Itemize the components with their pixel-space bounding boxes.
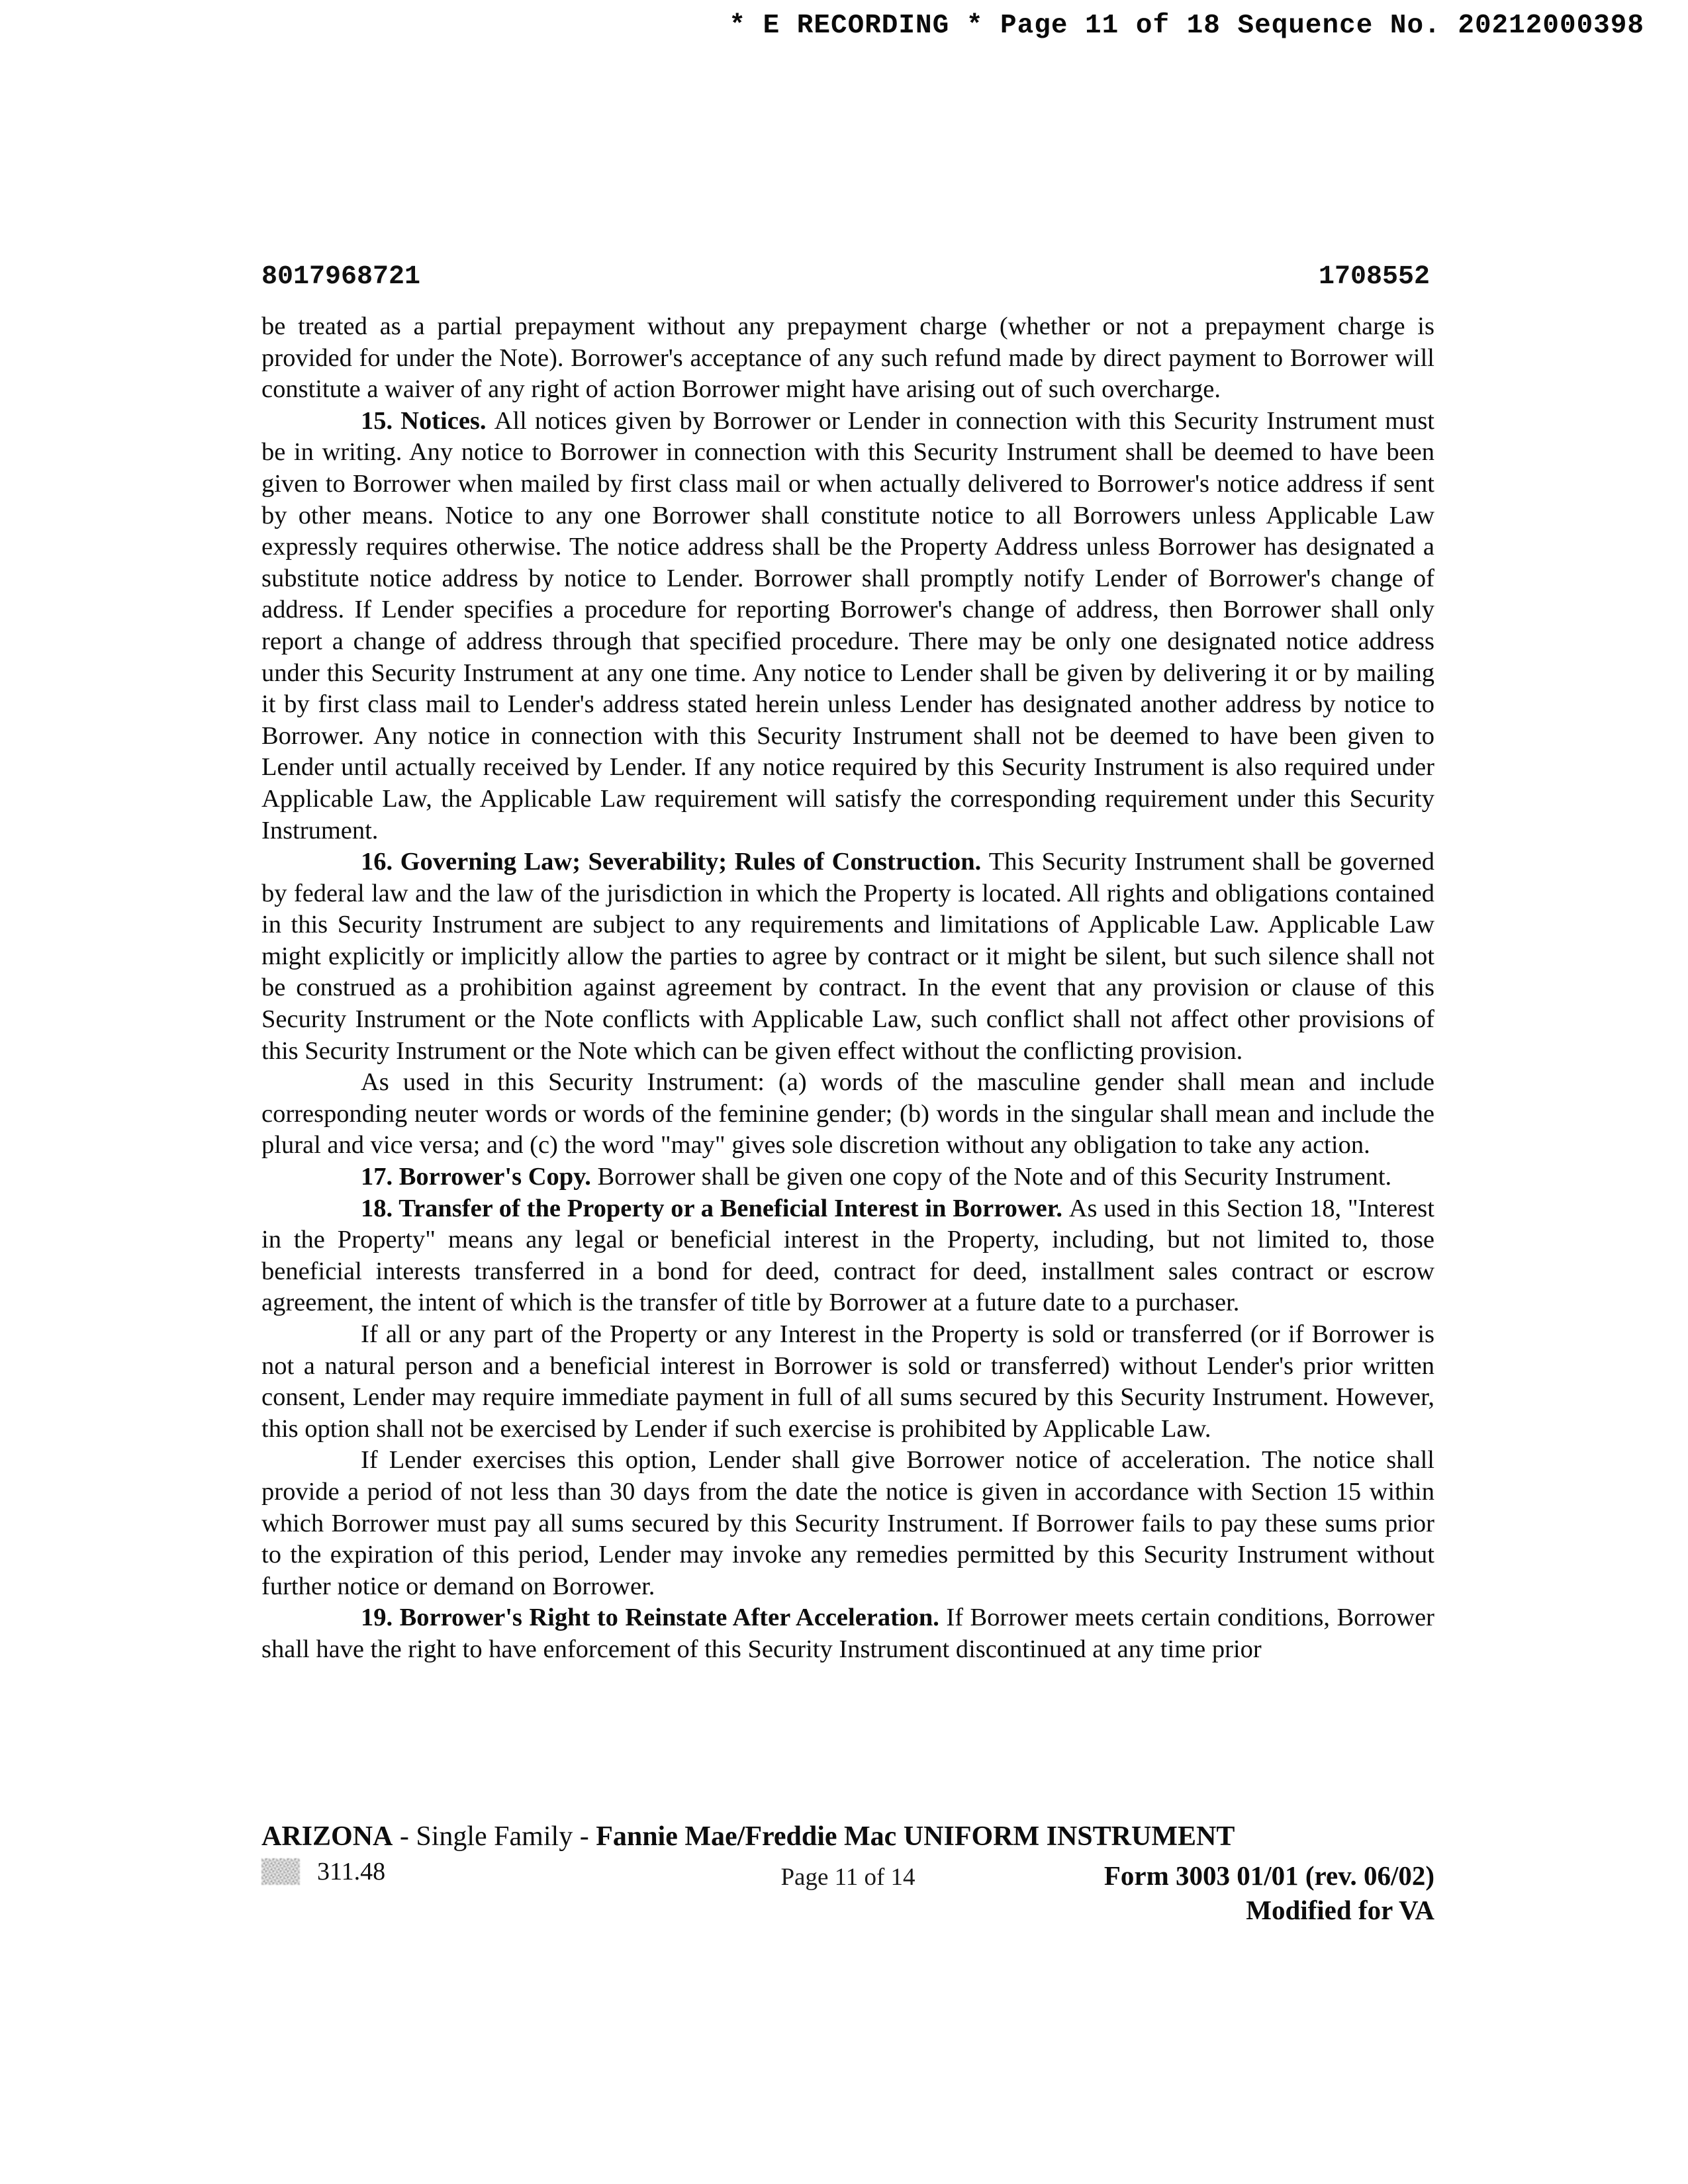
- section-heading: 19. Borrower's Right to Reinstate After Acceleration.: [361, 1604, 947, 1632]
- page-footer: [261, 1820, 1434, 1926]
- section-heading: 17. Borrower's Copy.: [361, 1163, 598, 1191]
- section-paragraph: 16. Governing Law; Severability; Rules of Construction. This Security Instrument shall be governed by federal law and the law of the jurisdiction in which the Property is located. All rights and obligations contained in this Security Instrument are subject to any requirements and limitations of Applicable Law. Applicable Law might explicitly or implicitly allow the parties to agree by contract or it might be silent, but such silence shall not be construed as a prohibition against agreement by contract. In the event that any provision or clause of this Security Instrument or the Note conflicts with Applicable Law, such conflict shall not affect other provisions of this Security Instrument or the Note which can be given effect without the conflicting provision.: [261, 848, 1434, 1065]
- paragraph: If Lender exercises this option, Lender shall give Borrower notice of acceleration. The notice shall provide a period of not less than 30 days from the date the notice is given in accordance with Section 15 within which Borrower must pay all sums secured by this Security Instrument. If Borrower fails to pay these sums prior to the expiration of this period, Lender may invoke any remedies permitted by this Security Instrument without further notice or demand on Borrower.: [261, 1446, 1434, 1600]
- doc-code: 311.48: [317, 1858, 386, 1886]
- single-family-label: - Single Family -: [393, 1821, 596, 1852]
- scan-artifact-mark: [261, 1858, 300, 1885]
- paragraph: If all or any part of the Property or any Interest in the Property is sold or transferred (or if Borrower is not a natural person and a beneficial interest in Borrower is sold or transferred) without Lender's prior written consent, Lender may require immediate payment in full of all sums secured by this Security Instrument. However, this option shall not be exercised by Lender if such exercise is prohibited by Applicable Law.: [261, 1320, 1434, 1443]
- document-number-right: 1708552: [1318, 262, 1430, 292]
- state-label: ARIZONA: [261, 1821, 393, 1852]
- footer-meta-row: [261, 1857, 1434, 1891]
- section-paragraph: 18. Transfer of the Property or a Beneficial Interest in Borrower. As used in this Section 18, "Interest in the Property" means any legal or beneficial interest in the Property, including, but not limited to, those beneficial interests transferred in a bond for deed, contract for deed, installment sales contract or escrow agreement, the intent of which is the transfer of title by Borrower at a future date to a purchaser.: [261, 1194, 1434, 1317]
- paragraph: As used in this Security Instrument: (a) words of the masculine gender shall mean and include corresponding neuter words or words of the feminine gender; (b) words in the singular shall mean and include the plural and vice versa; and (c) the word "may" gives sole discretion without any obligation to take any action.: [261, 1068, 1434, 1160]
- section-heading: 16. Governing Law; Severability; Rules of Construction.: [361, 848, 989, 876]
- section-paragraph: 17. Borrower's Copy. Borrower shall be given one copy of the Note and of this Security Instrument.: [361, 1163, 1392, 1191]
- form-number: Form 3003 01/01 (rev. 06/02): [1103, 1860, 1434, 1891]
- page-indicator: Page 11 of 14: [780, 1864, 915, 1891]
- e-recording-banner: * E RECORDING * Page 11 of 18 Sequence No. 20212000398: [729, 11, 1644, 41]
- document-body: [261, 311, 1434, 1666]
- form-identification-line: [261, 1820, 1434, 1853]
- instrument-label: Fannie Mae/Freddie Mac UNIFORM INSTRUMENT: [596, 1821, 1235, 1852]
- footer-left-group: [261, 1857, 780, 1886]
- reference-numbers-row: [261, 262, 1430, 292]
- section-paragraph: 15. Notices. All notices given by Borrower or Lender in connection with this Security Instrument must be in writing. Any notice to Borrower in connection with this Security Instrument shall be deemed to have been given to Borrower when mailed by first class mail or when actually delivered to Borrower's notice address if sent by other means. Notice to any one Borrower shall constitute notice to all Borrowers unless Applicable Law expressly requires otherwise. The notice address shall be the Property Address unless Borrower has designated a substitute notice address by notice to Lender. Borrower shall promptly notify Lender of Borrower's change of address. If Lender specifies a procedure for reporting Borrower's change of address, then Borrower shall only report a change of address through that specified procedure. There may be only one designated notice address under this Security Instrument at any one time. Any notice to Lender shall be given by delivering it or by mailing it by first class mail to Lender's address stated herein unless Lender has designated another address by notice to Borrower. Any notice in connection with this Security Instrument shall not be deemed to have been given to Lender until actually received by Lender. If any notice required by this Security Instrument is also required under Applicable Law, the Applicable Law requirement will satisfy the corresponding requirement under this Security Instrument.: [261, 406, 1434, 844]
- loan-number-left: 8017968721: [261, 262, 421, 292]
- modified-for-va-note: Modified for VA: [1246, 1895, 1434, 1925]
- paragraph: be treated as a partial prepayment without any prepayment charge (whether or not a prepayment charge is provided for under the Note). Borrower's acceptance of any such refund made by direct payment to Borrower will constitute a waiver of any right of action Borrower might have arising out of such overcharge.: [261, 312, 1434, 404]
- section-heading: 18. Transfer of the Property or a Beneficial Interest in Borrower.: [361, 1194, 1069, 1222]
- section-heading: 15. Notices.: [361, 406, 494, 435]
- section-paragraph: 19. Borrower's Right to Reinstate After Acceleration. If Borrower meets certain conditions, Borrower shall have the right to have enforcement of this Security Instrument discontinued at any time prior: [261, 1604, 1434, 1663]
